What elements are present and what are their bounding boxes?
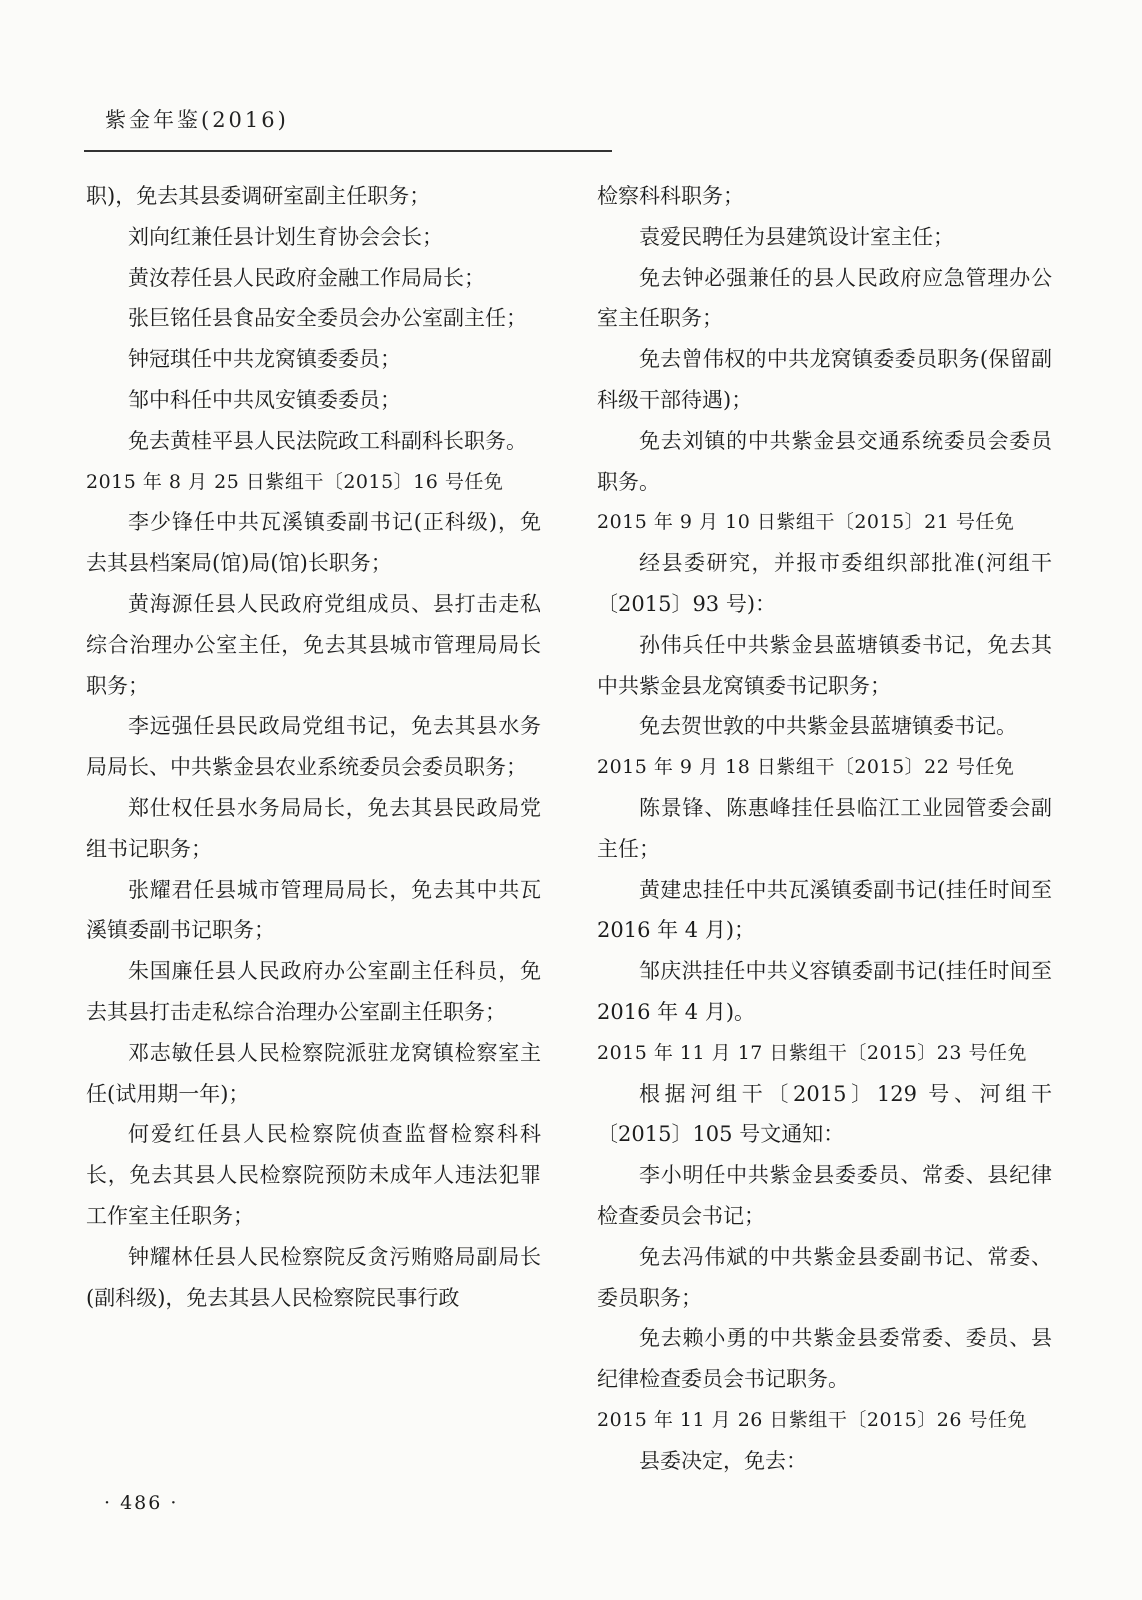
- appointment-notice-heading: 2015 年 11 月 26 日紫组干〔2015〕26 号任免: [597, 1408, 1027, 1431]
- paragraph: 朱国廉任县人民政府办公室副主任科员，免去其县打击走私综合治理办公室副主任职务；: [86, 959, 541, 1024]
- paragraph: 邹庆洪挂任中共义容镇委副书记(挂任时间至 2016 年 4 月)。: [597, 959, 1052, 1024]
- running-header: 紫金年鉴(2016): [105, 108, 289, 132]
- paragraph: 黄建忠挂任中共瓦溪镇委副书记(挂任时间至 2016 年 4 月)；: [597, 877, 1052, 943]
- paragraph: 根据河组干〔2015〕129 号、河组干〔2015〕105 号文通知：: [597, 1081, 1052, 1147]
- appointment-notice-heading: 2015 年 11 月 17 日紫组干〔2015〕23 号任免: [597, 1041, 1027, 1064]
- appointment-notice-heading: 2015 年 9 月 18 日紫组干〔2015〕22 号任免: [597, 756, 1015, 779]
- page-number: · 486 ·: [104, 1492, 179, 1514]
- paragraph: 张耀君任县城市管理局局长，免去其中共瓦溪镇委副书记职务；: [86, 877, 541, 943]
- paragraph: 张巨铭任县食品安全委员会办公室副主任；: [128, 306, 527, 331]
- paragraph: 李远强任县民政局党组书记，免去其县水务局局长、中共紫金县农业系统委员会委员职务；: [86, 714, 541, 780]
- paragraph: 郑仕权任县水务局局长，免去其县民政局党组书记职务；: [86, 795, 541, 861]
- paragraph: 经县委研究，并报市委组织部批准(河组干〔2015〕93 号)：: [597, 551, 1052, 616]
- paragraph: 免去冯伟斌的中共紫金县委副书记、常委、委员职务；: [597, 1244, 1052, 1310]
- paragraph: 陈景锋、陈惠峰挂任县临江工业园管委会副主任；: [597, 795, 1052, 861]
- paragraph: 钟耀林任县人民检察院反贪污贿赂局副局长(副科级)，免去其县人民检察院民事行政: [86, 1244, 541, 1310]
- paragraph: 刘向红兼任县计划生育协会会长；: [128, 224, 443, 249]
- header-rule: [84, 150, 612, 152]
- paragraph: 黄海源任县人民政府党组成员、县打击走私综合治理办公室主任，免去其县城市管理局局长职务；: [86, 591, 541, 698]
- paragraph: 邓志敏任县人民检察院派驻龙窝镇检察室主任(试用期一年)；: [86, 1040, 541, 1106]
- appointment-notice-heading: 2015 年 8 月 25 日紫组干〔2015〕16 号任免: [86, 470, 504, 493]
- paragraph: 李少锋任中共瓦溪镇委副书记(正科级)，免去其县档案局(馆)局(馆)长职务；: [86, 510, 541, 576]
- right-column: [597, 176, 1052, 1482]
- paragraph: 免去刘镇的中共紫金县交通系统委员会委员职务。: [597, 428, 1052, 494]
- paragraph: 钟冠琪任中共龙窝镇委委员；: [128, 347, 401, 372]
- paragraph: 县委决定，免去：: [639, 1448, 807, 1473]
- continued-paragraph: 检察科科职务；: [597, 184, 744, 208]
- paragraph: 袁爱民聘任为县建筑设计室主任；: [639, 224, 954, 249]
- paragraph: 李小明任中共紫金县委委员、常委、县纪律检查委员会书记；: [597, 1163, 1052, 1228]
- left-column: [86, 176, 541, 1318]
- appointment-notice-heading: 2015 年 9 月 10 日紫组干〔2015〕21 号任免: [597, 511, 1015, 534]
- paragraph: 孙伟兵任中共紫金县蓝塘镇委书记，免去其中共紫金县龙窝镇委书记职务；: [597, 632, 1052, 698]
- paragraph: 免去钟必强兼任的县人民政府应急管理办公室主任职务；: [597, 265, 1052, 331]
- paragraph: 免去黄桂平县人民法院政工科副科长职务。: [128, 428, 527, 453]
- paragraph: 免去赖小勇的中共紫金县委常委、委员、县纪律检查委员会书记职务。: [597, 1326, 1052, 1392]
- paragraph: 黄汝荐任县人民政府金融工作局局长；: [128, 265, 485, 290]
- paragraph: 邹中科任中共凤安镇委委员；: [128, 387, 401, 412]
- paragraph: 免去曾伟权的中共龙窝镇委委员职务(保留副科级干部待遇)；: [597, 347, 1052, 412]
- paragraph: 何爱红任县人民检察院侦查监督检察科科长，免去其县人民检察院预防未成年人违法犯罪工作室主任职务；: [86, 1122, 541, 1228]
- paragraph: 免去贺世敦的中共紫金县蓝塘镇委书记。: [639, 714, 1017, 739]
- continued-paragraph: 职)，免去其县委调研室副主任职务；: [86, 184, 431, 208]
